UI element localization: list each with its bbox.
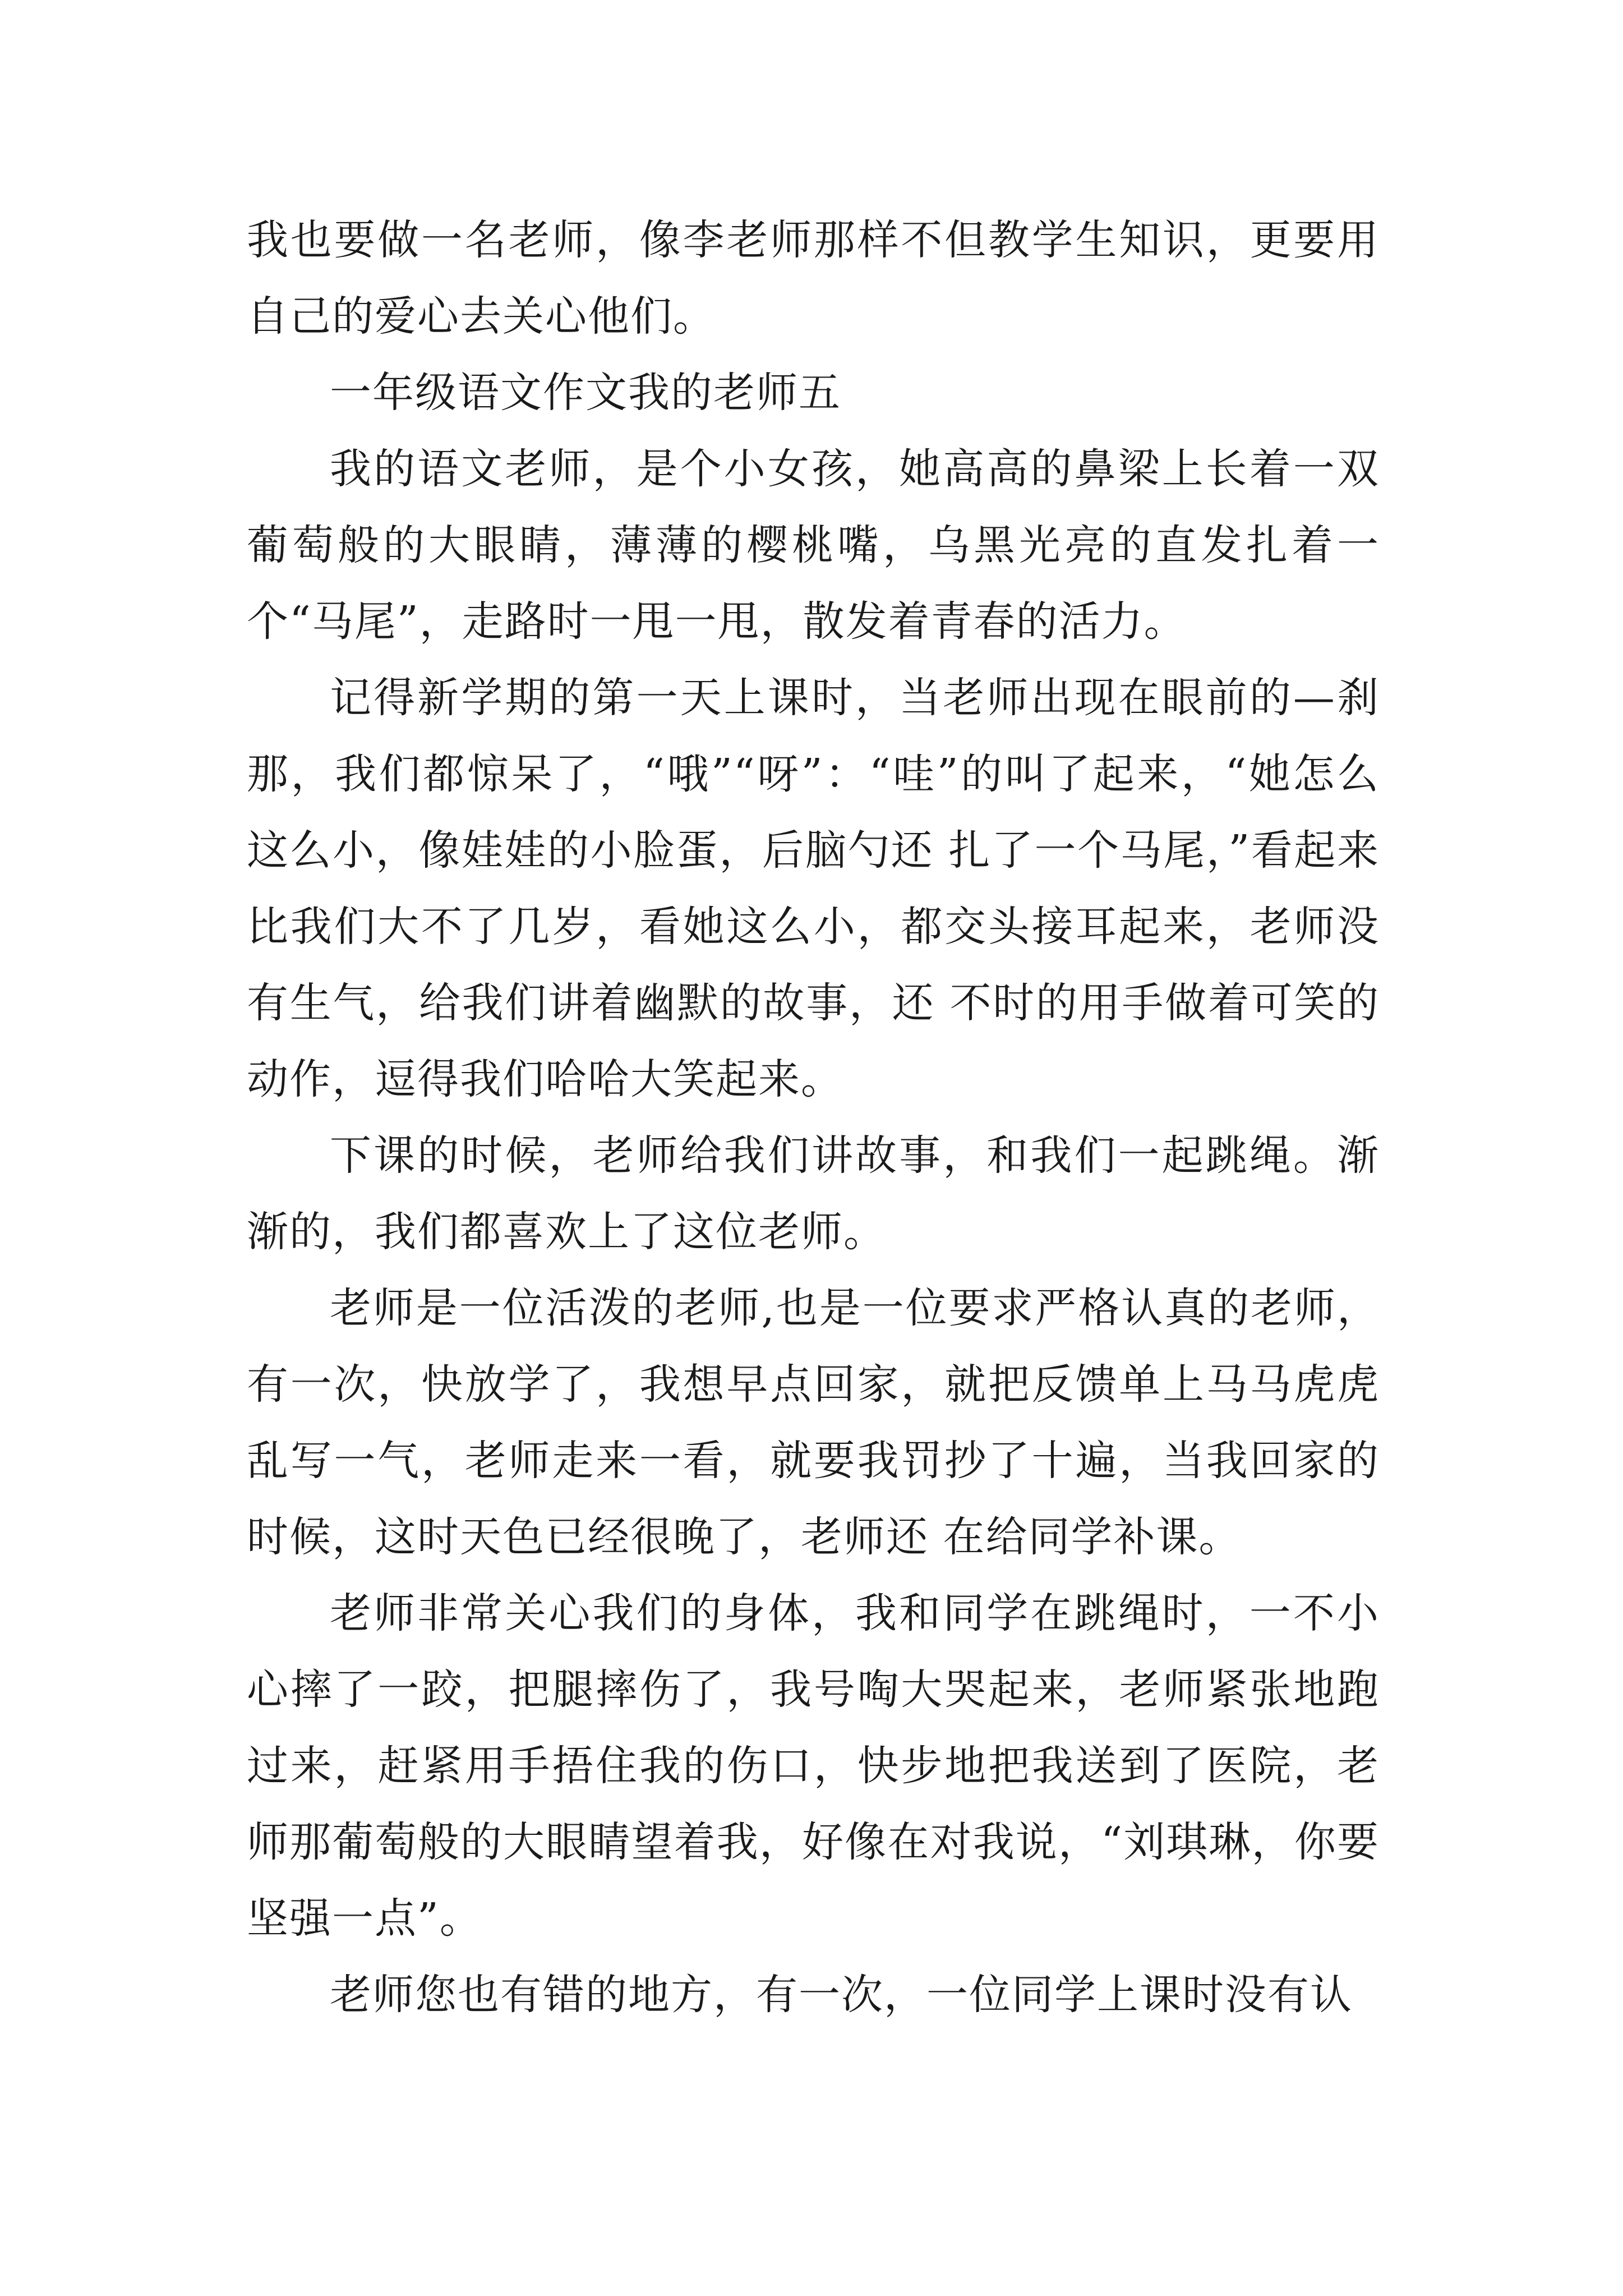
paragraph: 老师是一位活泼的老师,也是一位要求严格认真的老师，有一次，快放学了，我想早点回家，就把反馈单上马马虎虎乱写一气，老师走来一看，就要我罚抄了十遍，当我回家的时候，这时天色已经很晚了，老师还 在给同学补课。: [247, 1284, 1380, 1561]
paragraph: 老师您也有错的地方，有一次，一位同学上课时没有认: [330, 1971, 1353, 2019]
paragraph-continuation: 我也要做一名老师，像李老师那样不但教学生知识，更要用自己的爱心去关心他们。: [247, 216, 1380, 341]
paragraph: 记得新学期的第一天上课时，当老师出现在眼前的—刹那，我们都惊呆了，“哦”“呀”：“哇”的叫了起来，“她怎么这么小，像娃娃的小脸蛋，后脑勺还 扎了一个马尾，”看起来比我们大不了几岁，看她这么小，都交头接耳起来，老师没有生气，给我们讲着幽默的故事，还 不时的用手做着可笑的动作，逗得我们哈哈大笑起来。: [247, 674, 1380, 1103]
essay-heading: 一年级语文作文我的老师五: [330, 369, 841, 417]
body-text: [247, 202, 1380, 2033]
paragraph: 下课的时候，老师给我们讲故事，和我们一起跳绳。渐渐的，我们都喜欢上了这位老师。: [247, 1131, 1380, 1256]
paragraph: 老师非常关心我们的身体，我和同学在跳绳时，一不小心摔了一跤，把腿摔伤了，我号啕大哭起来，老师紧张地跑过来，赶紧用手捂住我的伤口，快步地把我送到了医院，老师那葡萄般的大眼睛望着我，好像在对我说，“刘琪琳，你要坚强一点”。: [247, 1589, 1380, 1943]
paragraph: 我的语文老师，是个小女孩，她高高的鼻梁上长着一双葡萄般的大眼睛，薄薄的樱桃嘴，乌黑光亮的直发扎着一个“马尾”，走路时一甩一甩，散发着青春的活力。: [247, 445, 1380, 646]
